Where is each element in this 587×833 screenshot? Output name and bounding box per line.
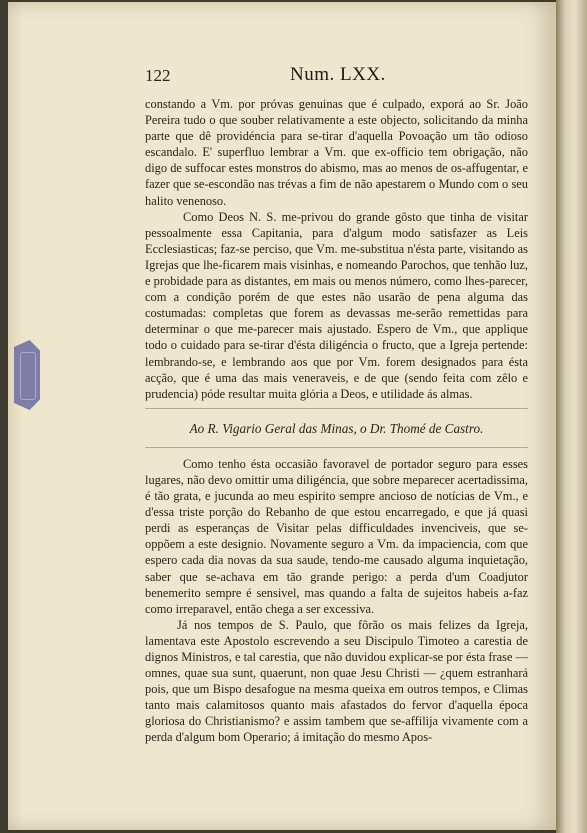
paragraph: constando a Vm. por próvas genuinas que é culpado, exporá ao Sr. João Pereira tudo o que souber relativamente a este objecto, solicitando da minha parte que dê providéncia para se-tirar d'aquella Povoação um tão odioso escandalo. E' superfluo lembrar a Vm. que ex-officio tem obrigação, não digo de suffocar estes monstros do abismo, mas ao menos de os-affugentar, e fazer que se-escondão nas trévas a fim de não apestarem o Mundo com o seu halito venenoso.	[145, 97, 528, 208]
body-text	[145, 96, 528, 746]
book-gutter	[556, 0, 587, 833]
paragraph: Como Deos N. S. me-privou do grande gôsto que tinha de visitar pessoalmente essa Capitania, para d'algum modo satisfazer as Leis Ecclesiasticas; faz-se perciso, que Vm. me-substitua n'ésta parte, visitando as Igrejas que lhe-ficarem mais visinhas, e nomeando Parochos, que tenhão luz, e probidade para as distantes, em mais ou menos número, como lhes-parecer, com a condição porém de que estes não usarão de pena alguma das costumadas: completas que forem as devassas me-serão remettidas para determinar o que me-parecer mais ajustado. Espero de Vm., que applique todo o cuidado para se-tirar d'ésta diligéncia o fructo, que a Igreja pertende: lembrando-se, e lembrando aos que por Vm. forem designados para ésta acção, que é uma das mais veneraveis, e de que (sendo feita com zêlo e prudencia) póde resultar muita glória a Deos, e utilidade ás almas.	[145, 209, 528, 401]
paragraph: Como tenho ésta occasião favoravel de portador seguro para esses lugares, não devo omittir uma diligéncia, que sobre meparecer acertadissima, é tão grata, e jucunda ao meu espirito sempre ancioso de notícias de Vm., e d'essa triste porção do Rebanho de que estou encarregado, e que já quasi perdi as esperanças de Visitar pelas difficuldades invenciveis, que se-oppõem a este designio. Novamente seguro a Vm. da impaciencia, com que espero cada dia novas da sua saude, tendo-me causado alguma inquietação, saber que se-achava em tão grande perigo: a perda d'um Coadjutor benemerito sempre é sensivel, mas quando a falta de sujeitos habeis a-faz como irreparavel, então chega a ser excessiva.	[145, 456, 528, 616]
section-rule	[145, 408, 528, 409]
running-title: Num. LXX.	[290, 64, 386, 85]
section-rule	[145, 447, 528, 448]
page-header	[145, 64, 520, 88]
letter-heading: Ao R. Vigario Geral das Minas, o Dr. Thomé de Castro.	[189, 420, 484, 436]
paragraph: Já nos tempos de S. Paulo, que fôrão os mais felizes da Igreja, lamentava este Apostolo escrevendo a seu Discipulo Timoteo a carestia de dignos Ministros, e tal carestia, que não duvidou explicar-se por ésta frase — omnes, quae sua sunt, quaerunt, non quae Jesu Christi — ¿quem estranhará pois, que um Bispo desafogue na mesma queixa em outros tempos, e Climas tanto mais calamitosos quanto mais afastados do fervor d'aquella época gloriosa do Christianismo? e assim tambem que se-affilija vivamente com a perda d'algum bom Operario; á imitação do mesmo Apos-	[145, 617, 528, 745]
page-number: 122	[145, 66, 171, 85]
library-stamp-border	[20, 352, 36, 400]
